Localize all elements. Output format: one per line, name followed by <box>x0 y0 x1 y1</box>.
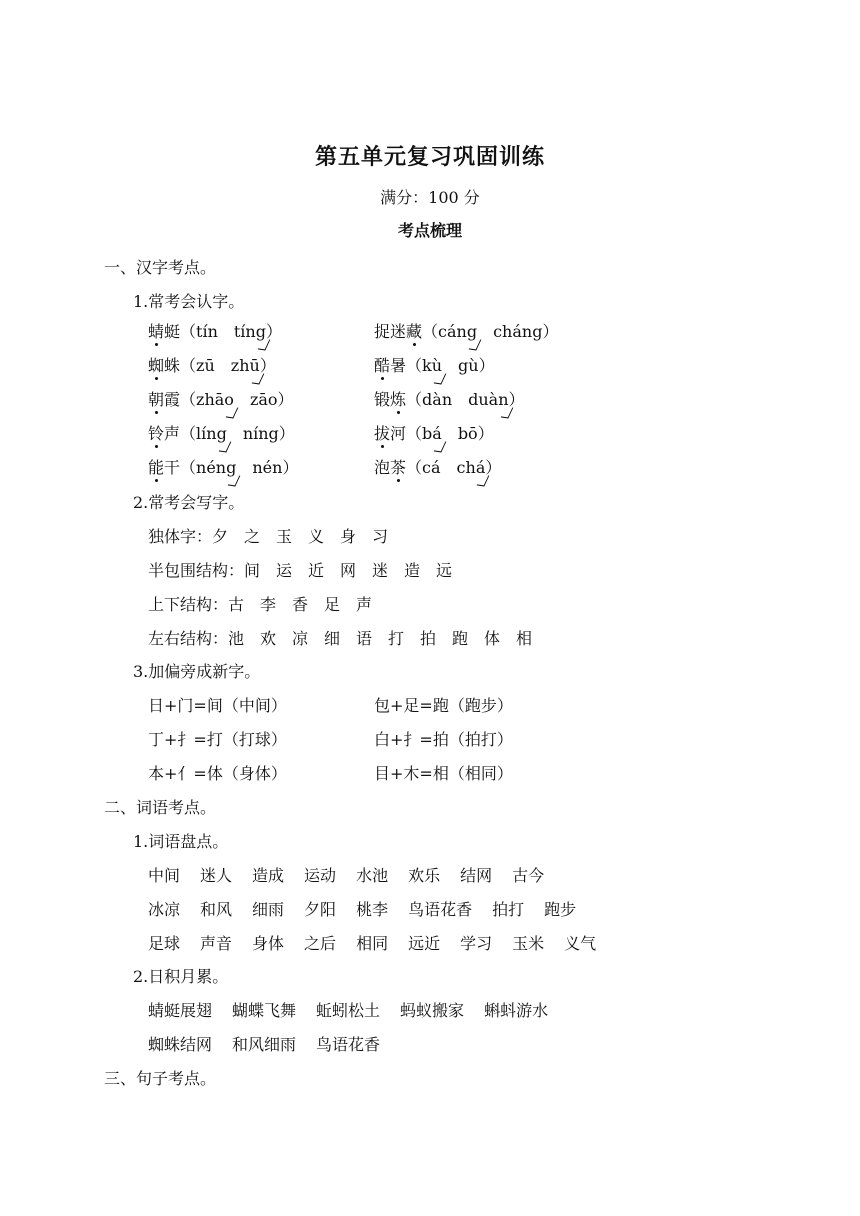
word-item: 义气 <box>564 934 597 953</box>
pinyin-option: ） <box>265 322 282 341</box>
idiom-row <box>148 998 568 1021</box>
word-rest: 暑（ <box>390 356 423 375</box>
word-item: 学习 <box>460 934 493 953</box>
radical-item: 包+足=跑（跑步） <box>374 696 513 715</box>
pinyin-option: ） <box>485 458 502 477</box>
dotted-character: 藏 <box>406 319 422 342</box>
idiom-item: 蝴蝶飞舞 <box>232 1001 297 1020</box>
radical-item: 目+木=相（相同） <box>374 764 513 783</box>
pinyin-item <box>374 387 525 410</box>
dotted-character: 朝 <box>148 387 164 410</box>
pinyin-option: ） <box>259 356 276 375</box>
word-item: 声音 <box>200 934 233 953</box>
heading-words: 二、词语考点。 <box>104 798 217 817</box>
correct-pinyin: néng <box>196 458 237 477</box>
word-item: 造成 <box>252 866 285 885</box>
word-item: 桃李 <box>356 900 389 919</box>
word-item: 中间 <box>148 866 181 885</box>
word-item: 拍打 <box>492 900 525 919</box>
word-item: 结网 <box>460 866 493 885</box>
word-item: 古今 <box>512 866 545 885</box>
idiom-item: 蚯蚓松土 <box>316 1001 381 1020</box>
word-item: 之后 <box>304 934 337 953</box>
heading-sentences: 三、句子考点。 <box>104 1069 217 1088</box>
word-rest: （dàn <box>406 390 453 409</box>
correct-pinyin: chá <box>456 458 486 477</box>
word-item: 玉米 <box>512 934 545 953</box>
radical-item: 本+亻=体（身体） <box>148 764 287 783</box>
subheading-word-review: 1.词语盘点。 <box>133 832 229 851</box>
correct-pinyin: bá <box>422 424 442 443</box>
word-rest: 声（ <box>164 424 197 443</box>
idiom-item: 蜘蛛结网 <box>148 1035 213 1054</box>
dotted-character: 铃 <box>148 421 164 444</box>
idiom-item: 蜻蜓展翅 <box>148 1001 213 1020</box>
word-row <box>148 863 564 886</box>
dotted-character: 酷 <box>374 353 390 376</box>
word-rest: 河（ <box>390 424 423 443</box>
idiom-row <box>148 1032 400 1055</box>
word-row <box>148 897 596 920</box>
word-item: 相同 <box>356 934 389 953</box>
word-item: 足球 <box>148 934 181 953</box>
word-rest: 干（ <box>164 458 197 477</box>
page-title: 第五单元复习巩固训练 <box>314 144 545 170</box>
word-prefix: 泡 <box>374 458 391 477</box>
word-prefix: 捉迷 <box>374 322 407 341</box>
word-item: 细雨 <box>252 900 285 919</box>
word-rest: （cá <box>406 458 441 477</box>
radical-item: 丁+扌=打（打球） <box>148 730 287 749</box>
pinyin-item <box>148 387 294 410</box>
pinyin-option: ） <box>508 390 525 409</box>
word-item: 身体 <box>252 934 285 953</box>
pinyin-option: bō） <box>457 424 494 443</box>
dotted-character: 蜻 <box>148 319 164 342</box>
word-rest: （ <box>422 322 439 341</box>
word-rest: 蜓（tín <box>164 322 218 341</box>
word-prefix: 锻 <box>374 390 391 409</box>
write-row: 左右结构：池 欢 凉 细 语 打 拍 跑 体 相 <box>148 629 533 648</box>
pinyin-item <box>374 421 494 444</box>
word-rest: 蛛（zū <box>164 356 215 375</box>
dotted-character: 茶 <box>390 455 406 478</box>
correct-pinyin: zhāo <box>196 390 234 409</box>
full-score: 满分：100 分 <box>380 188 480 207</box>
correct-pinyin: líng <box>196 424 227 443</box>
correct-pinyin: tíng <box>233 322 266 341</box>
pinyin-option: cháng） <box>493 322 559 341</box>
word-item: 迷人 <box>200 866 233 885</box>
pinyin-option: níng） <box>242 424 295 443</box>
word-item: 跑步 <box>544 900 577 919</box>
subheading-radicals: 3.加偏旁成新字。 <box>133 662 261 681</box>
write-row: 上下结构：古 李 香 足 声 <box>148 595 373 614</box>
word-item: 水池 <box>356 866 389 885</box>
pinyin-item <box>148 353 276 376</box>
write-row: 半包围结构：间 运 近 网 迷 造 远 <box>148 561 453 580</box>
idiom-item: 和风细雨 <box>232 1035 297 1054</box>
subheading-write: 2.常考会写字。 <box>133 493 245 512</box>
idiom-item: 蝌蚪游水 <box>484 1001 549 1020</box>
dotted-character: 炼 <box>390 387 406 410</box>
pinyin-item <box>374 319 558 342</box>
correct-pinyin: zhū <box>230 356 260 375</box>
pinyin-item <box>374 455 501 478</box>
heading-chinese-characters: 一、汉字考点。 <box>104 258 217 277</box>
word-item: 运动 <box>304 866 337 885</box>
pinyin-item <box>148 421 295 444</box>
word-item: 远近 <box>408 934 441 953</box>
correct-pinyin: cáng <box>438 322 478 341</box>
pinyin-option: zāo） <box>249 390 294 409</box>
pinyin-option: gù） <box>458 356 495 375</box>
word-rest: 霞（ <box>164 390 197 409</box>
pinyin-item <box>148 455 298 478</box>
pinyin-item <box>148 319 282 342</box>
word-item: 冰凉 <box>148 900 181 919</box>
section-subtitle: 考点梳理 <box>397 221 462 240</box>
word-item: 夕阳 <box>304 900 337 919</box>
dotted-character: 拔 <box>374 421 390 444</box>
idiom-item: 鸟语花香 <box>316 1035 381 1054</box>
write-row: 独体字：夕 之 玉 义 身 习 <box>148 527 389 546</box>
pinyin-item <box>374 353 495 376</box>
radical-item: 日+门=间（中间） <box>148 696 287 715</box>
word-row <box>148 931 616 954</box>
radical-item: 白+扌=拍（拍打） <box>374 730 513 749</box>
correct-pinyin: duàn <box>468 390 509 409</box>
word-item: 欢乐 <box>408 866 441 885</box>
dotted-character: 蜘 <box>148 353 164 376</box>
subheading-recognize: 1.常考会认字。 <box>133 292 245 311</box>
word-item: 和风 <box>200 900 233 919</box>
subheading-accumulate: 2.日积月累。 <box>133 967 229 986</box>
idiom-item: 蚂蚁搬家 <box>400 1001 465 1020</box>
correct-pinyin: kù <box>422 356 443 375</box>
pinyin-option: nén） <box>252 458 299 477</box>
dotted-character: 能 <box>148 455 164 478</box>
word-item: 鸟语花香 <box>408 900 473 919</box>
